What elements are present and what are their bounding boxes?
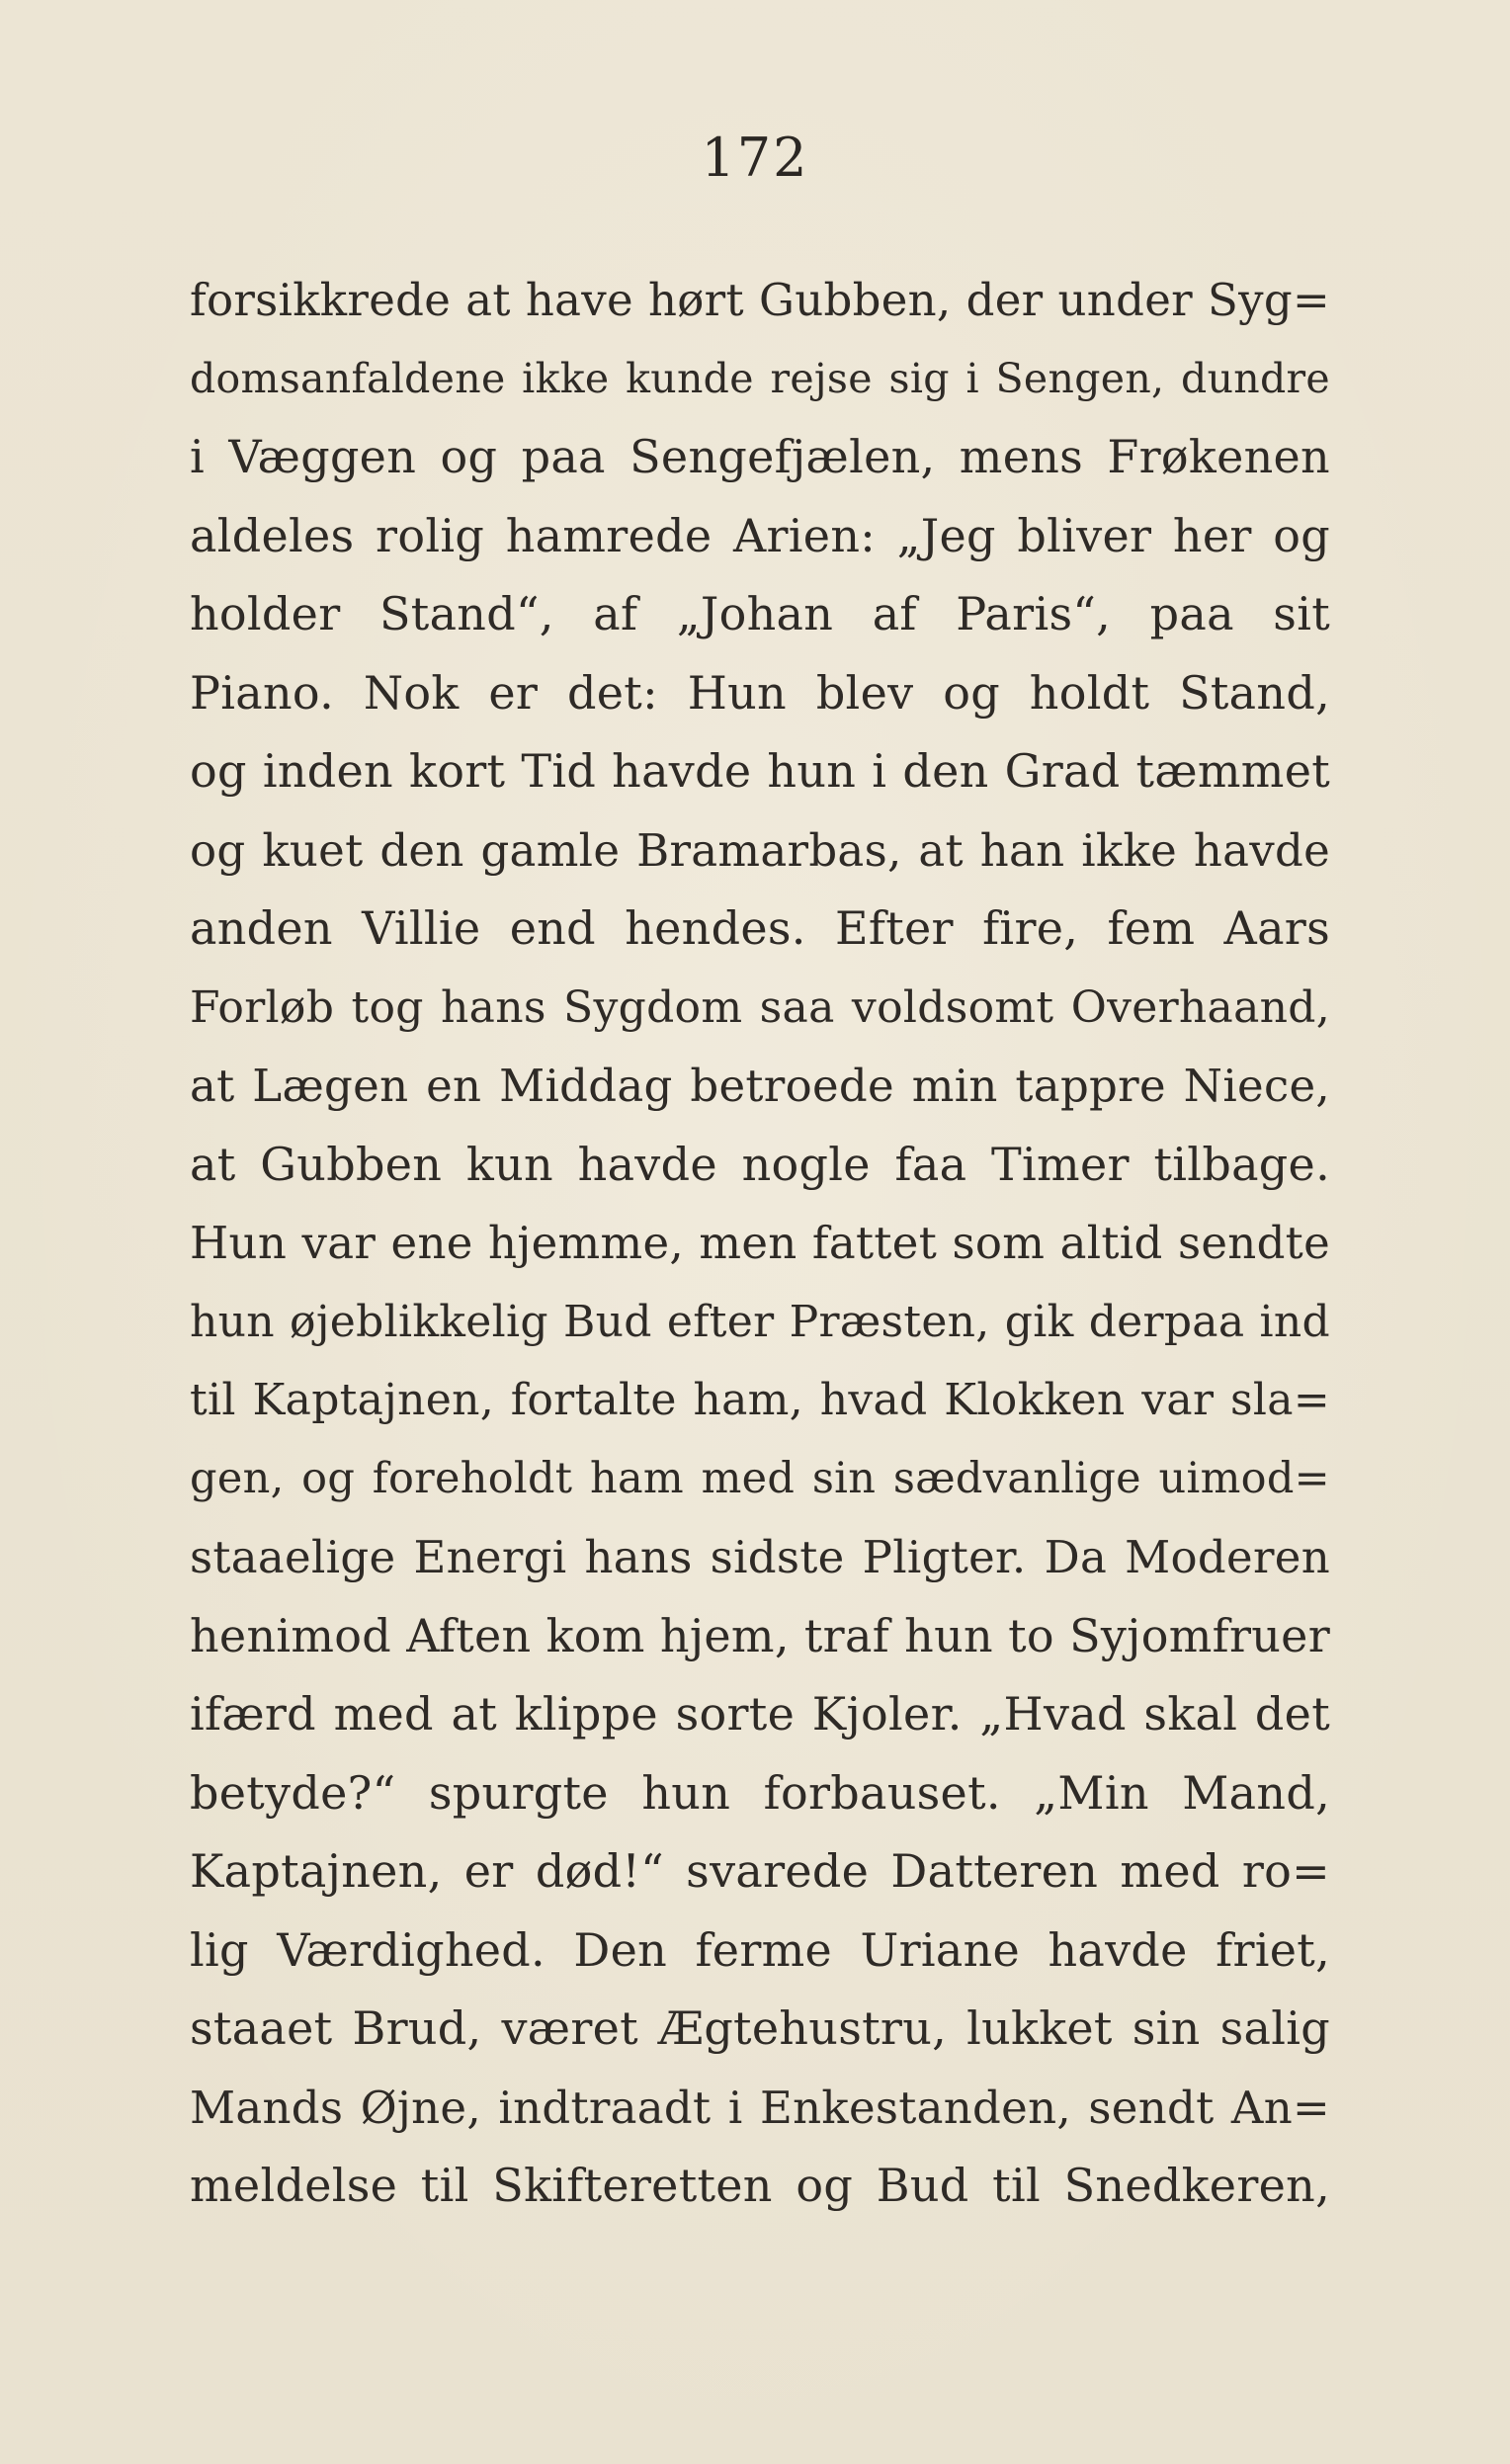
text-line: at Gubben kun havde nogle faa Timer tilbage.: [190, 1137, 1330, 1191]
text-line: ifærd med at klippe sorte Kjoler. „Hvad skal det: [190, 1687, 1330, 1741]
text-line: til Kaptajnen, fortalte ham, hvad Klokken var sla=: [190, 1375, 1330, 1425]
page-number: 172: [701, 127, 809, 189]
text-line: domsanfaldene ikke kunde rejse sig i Sengen, dundre: [190, 354, 1330, 402]
text-line: gen, og foreholdt ham med sin sædvanlige uimod=: [190, 1453, 1330, 1503]
text-line: betyde?“ spurgte hun forbauset. „Min Mand,: [190, 1765, 1330, 1820]
text-line: lig Værdighed. Den ferme Uriane havde friet,: [190, 1922, 1330, 1977]
text-line: hun øjeblikkelig Bud efter Præsten, gik derpaa ind: [190, 1296, 1330, 1347]
text-line: og inden kort Tid havde hun i den Grad tæmmet: [190, 744, 1330, 798]
text-line: og kuet den gamle Bramarbas, at han ikke havde: [190, 823, 1330, 877]
text-line: at Lægen en Middag betroede min tappre Niece,: [190, 1060, 1330, 1112]
text-line: holder Stand“, af „Johan af Paris“, paa sit: [190, 587, 1330, 640]
text-line: staaelige Energi hans sidste Pligter. Da Moderen: [190, 1531, 1330, 1583]
text-line: henimod Aften kom hjem, traf hun to Syjomfruer: [190, 1608, 1330, 1662]
text-line: Forløb tog hans Sygdom saa voldsomt Overhaand,: [190, 981, 1330, 1033]
text-line: forsikkrede at have hørt Gubben, der under Syg=: [190, 274, 1330, 326]
text-line: anden Villie end hendes. Efter fire, fem Aars: [190, 901, 1330, 955]
text-line: Hun var ene hjemme, men fattet som altid sendte: [190, 1217, 1330, 1269]
text-line: meldelse til Skifteretten og Bud til Snedkeren,: [190, 2159, 1330, 2212]
text-line: staaet Brud, været Ægtehustru, lukket sin salig: [190, 2001, 1330, 2055]
text-line: i Væggen og paa Sengefjælen, mens Frøkenen: [190, 430, 1330, 483]
text-line: Mands Øjne, indtraadt i Enkestanden, sendt An=: [190, 2081, 1330, 2134]
text-line: Kaptajnen, er død!“ svarede Datteren med ro=: [190, 1844, 1330, 1898]
text-line: aldeles rolig hamrede Arien: „Jeg bliver her og: [190, 508, 1330, 562]
text-line: Piano. Nok er det: Hun blev og holdt Stand,: [190, 665, 1330, 720]
body-text: [190, 261, 1330, 2226]
